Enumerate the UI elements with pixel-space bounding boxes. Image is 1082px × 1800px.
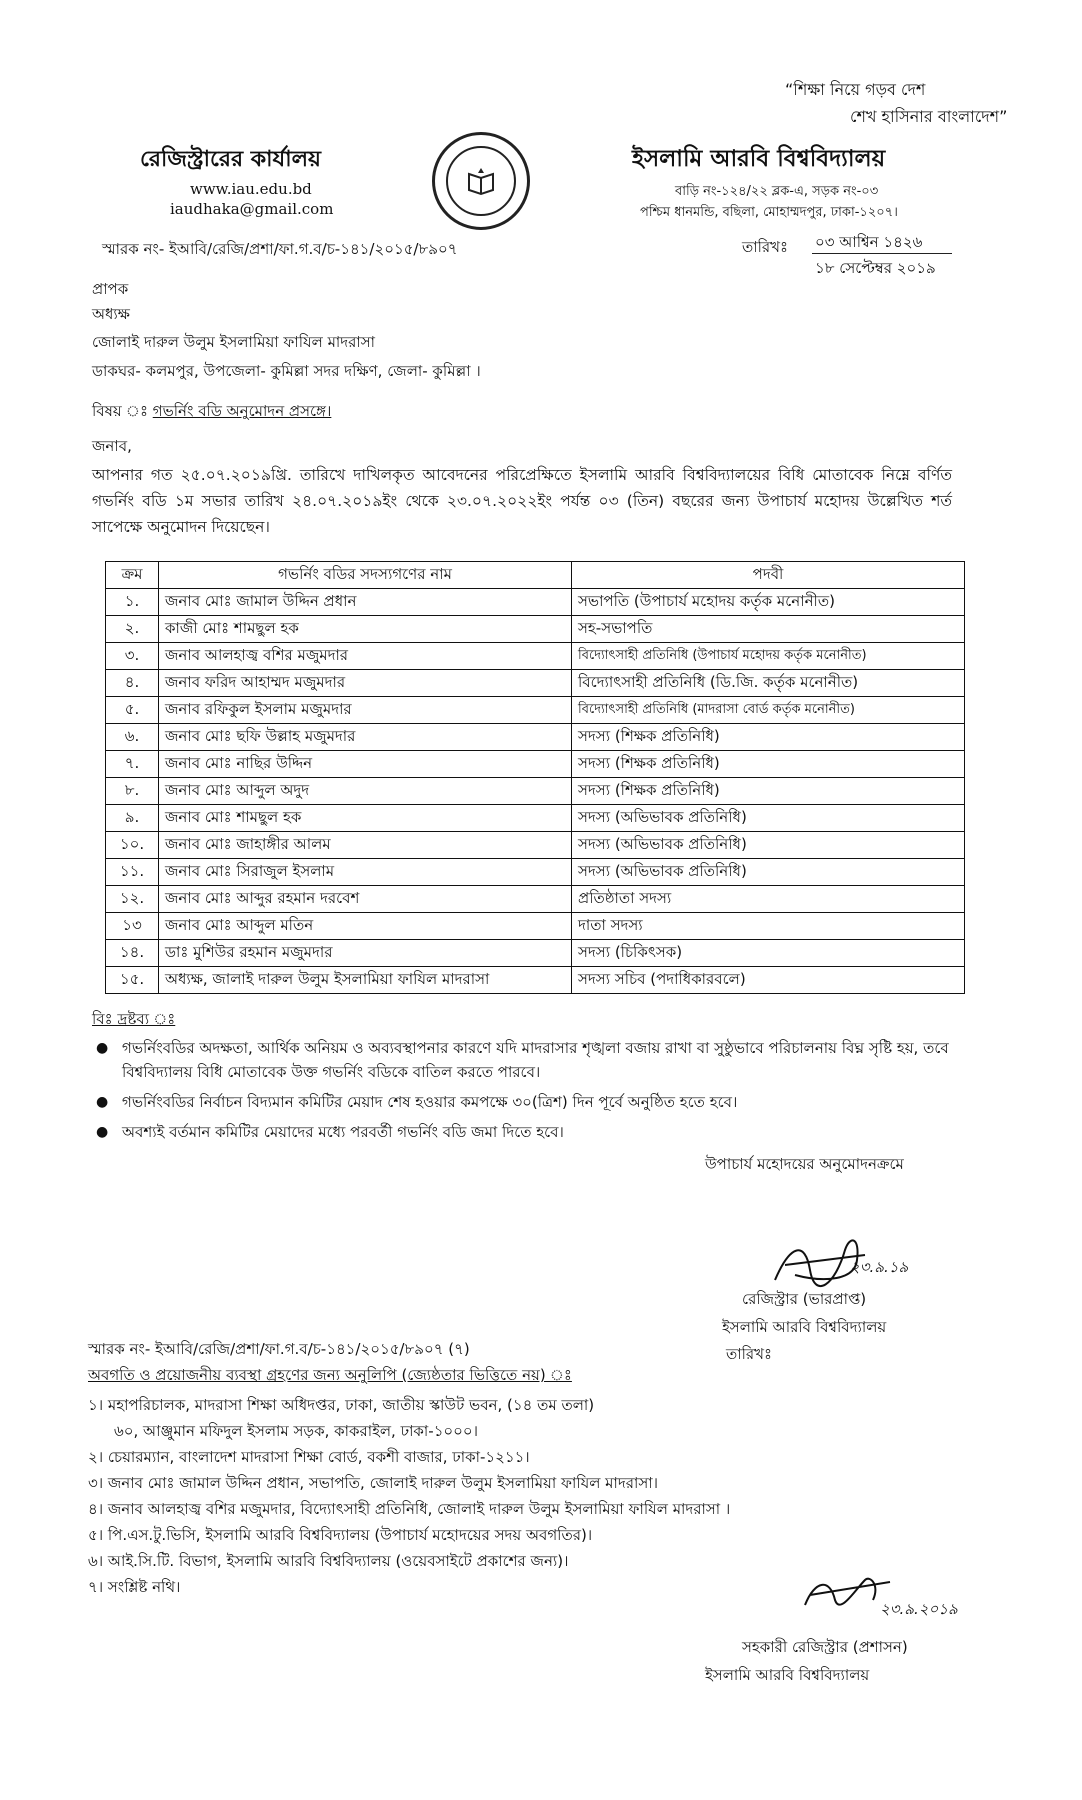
col-header-designation: পদবী [572,562,965,589]
university-seal-logo [432,132,530,230]
cell-serial: ৪. [106,670,159,697]
copy-heading: অবগতি ও প্রয়োজনীয় ব্যবস্থা গ্রহণের জন্য অনুলিপি (জ্যেষ্ঠতার ভিত্তিতে নয়) ঃ [88,1366,572,1384]
cell-designation: সদস্য (অভিভাবক প্রতিনিধি) [572,805,965,832]
cell-designation: দাতা সদস্য [572,913,965,940]
salutation: জনাব, [92,437,132,455]
cell-serial: ১. [106,589,159,616]
table-row [106,616,965,643]
cell-name: জনাব আলহাজ্ব বশির মজুমদার [159,643,572,670]
address-line-1: বাড়ি নং-১২৪/২২ ব্লক-এ, সড়ক নং-০৩ [675,184,879,199]
memo-ref: স্মারক নং- ইআবি/রেজি/প্রশা/ফা.গ.ব/চ-১৪১/২০১৫/৮৯০৭ [102,240,458,258]
cell-name: কাজী মোঃ শামছুল হক [159,616,572,643]
table-header-row [106,562,965,589]
date-divider [812,253,952,254]
copy-list [88,1392,730,1600]
table-row [106,886,965,913]
cell-serial: ১১. [106,859,159,886]
cell-name: জনাব মোঃ নাছির উদ্দিন [159,751,572,778]
date-bangla: ০৩ আশ্বিন ১৪২৬ [815,233,923,251]
governing-body-table [105,561,965,994]
cell-designation: প্রতিষ্ঠাতা সদস্য [572,886,965,913]
seal-inner-ring [446,146,516,216]
slogan-line-1: “শিক্ষা নিয়ে গড়ব দেশ [785,80,926,99]
cell-designation: বিদ্যোৎসাহী প্রতিনিধি (উপাচার্য মহোদয় কর্তৃক মনোনীত) [572,643,965,670]
recipient-address: ডাকঘর- কলমপুর, উপজেলা- কুমিল্লা সদর দক্ষিণ, জেলা- কুমিল্লা । [92,362,481,380]
cell-designation: সভাপতি (উপাচার্য মহোদয় কর্তৃক মনোনীত) [572,589,965,616]
cell-name: জনাব মোঃ আব্দুল অদুদ [159,778,572,805]
notes-list [92,1036,952,1150]
table-row [106,967,965,994]
cell-name: জনাব মোঃ আব্দুর রহমান দরবেশ [159,886,572,913]
table-row [106,778,965,805]
university-name: ইসলামি আরবি বিশ্ববিদ্যালয় [632,146,886,172]
cell-designation: সদস্য (চিকিৎসক) [572,940,965,967]
cell-designation: সদস্য (অভিভাবক প্রতিনিধি) [572,832,965,859]
table-row [106,805,965,832]
cell-designation: সদস্য (শিক্ষক প্রতিনিধি) [572,751,965,778]
date-english: ১৮ সেপ্টেম্বর ২০১৯ [815,259,936,277]
cell-name: অধ্যক্ষ, জালাই দারুল উলুম ইসলামিয়া ফাযিল মাদরাসা [159,967,572,994]
cell-serial: ১৫. [106,967,159,994]
cell-designation: সদস্য (শিক্ষক প্রতিনিধি) [572,778,965,805]
body-paragraph: আপনার গত ২৫.০৭.২০১৯খ্রি. তারিখে দাখিলকৃত আবেদনের পরিপ্রেক্ষিতে ইসলামি আরবি বিশ্ববিদ্যালয়ের বিধি মোতাবেক নিম্নে বর্ণিত গভর্নিং বডি ১ম সভার তারিখ ২৪.০৭.২০১৯ইং থেকে ২৩.০৭.২০২২ইং পর্যন্ত ০৩ (তিন) বছরের জন্য উপাচার্য মহোদয় উল্লেখিত শর্ত সাপেক্ষে অনুমোদন দিয়েছেন। [92,466,952,536]
address-line-2: পশ্চিম ধানমন্ডি, বছিলা, মোহাম্মদপুর, ঢাকা-১২০৭। [640,205,898,220]
note-item: ● অবশ্যই বর্তমান কমিটির মেয়াদের মধ্যে পরবর্তী গভর্নিং বডি জমা দিতে হবে। [92,1120,952,1144]
table-row [106,859,965,886]
cell-serial: ২. [106,616,159,643]
cell-serial: ১২. [106,886,159,913]
copy-item: ৩। জনাব মোঃ জামাল উদ্দিন প্রধান, সভাপতি, জোলাই দারুল উলুম ইসলামিয়া ফাযিল মাদরাসা। [88,1474,658,1492]
cell-serial: ৩. [106,643,159,670]
col-header-name: গভর্নিং বডির সদস্যগণের নাম [159,562,572,589]
cell-designation: সদস্য (অভিভাবক প্রতিনিধি) [572,859,965,886]
date-label: তারিখঃ [742,238,788,256]
table-row [106,940,965,967]
copy-item: ২। চেয়ারম্যান, বাংলাদেশ মাদরাসা শিক্ষা বোর্ড, বকশী বাজার, ঢাকা-১২১১। [88,1448,530,1466]
recipient-label: প্রাপক [92,280,129,298]
copy-item: ৬০, আঞ্জুমান মফিদুল ইসলাম সড়ক, কাকরাইল, ঢাকা-১০০০। [114,1422,479,1440]
copy-memo-ref: স্মারক নং- ইআবি/রেজি/প্রশা/ফা.গ.ব/চ-১৪১/২০১৫/৮৯০৭ (৭) [88,1340,470,1358]
cell-name: জনাব মোঃ জাহাঙ্গীর আলম [159,832,572,859]
cell-designation: সদস্য সচিব (পদাধিকারবলে) [572,967,965,994]
subject-text: গভর্নিং বডি অনুমোদন প্রসঙ্গে। [152,402,332,420]
table-row [106,913,965,940]
recipient-institution: জোলাই দারুল উলুম ইসলামিয়া ফাযিল মাদরাসা [92,333,376,351]
note-item: ● গভর্নিংবডির নির্বাচন বিদ্যমান কমিটির মেয়াদ শেষ হওয়ার কমপক্ষে ৩০(ত্রিশ) দিন পূর্বে অনুষ্ঠিত হতে হবে। [92,1090,952,1114]
cell-designation: সহ-সভাপতি [572,616,965,643]
email: iaudhaka@gmail.com [170,200,334,218]
copy-item: ৭। সংশ্লিষ্ট নথি। [88,1578,181,1596]
table-row [106,643,965,670]
table-row [106,589,965,616]
copy-item: ১। মহাপরিচালক, মাদরাসা শিক্ষা অধিদপ্তর, ঢাকা, জাতীয় স্কাউট ভবন, (১৪ তম তলা) [88,1396,595,1414]
table-row [106,697,965,724]
registrar-title: রেজিস্ট্রার (ভারপ্রাপ্ত) [742,1290,867,1308]
copy-item: ৫। পি.এস.টু.ভিসি, ইসলামি আরবি বিশ্ববিদ্যালয় (উপাচার্য মহোদয়ের সদয় অবগতির)। [88,1526,593,1544]
cell-serial: ১০. [106,832,159,859]
slogan-line-2: শেখ হাসিনার বাংলাদেশ” [850,107,1008,126]
assistant-registrar-university: ইসলামি আরবি বিশ্ববিদ্যালয় [705,1666,870,1684]
copy-item: ৬। আই.সি.টি. বিভাগ, ইসলামি আরবি বিশ্ববিদ্যালয় (ওয়েবসাইটে প্রকাশের জন্য)। [88,1552,569,1570]
cell-serial: ১৪. [106,940,159,967]
cell-name: জনাব মোঃ ছফি উল্লাহ মজুমদার [159,724,572,751]
cell-name: ডাঃ মুশিউর রহমান মজুমদার [159,940,572,967]
cell-name: জনাব মোঃ সিরাজুল ইসলাম [159,859,572,886]
assistant-registrar-handwritten-date: ২৩.৯.২০১৯ [880,1600,958,1618]
note-item: ● গভর্নিংবডির অদক্ষতা, আর্থিক অনিয়ম ও অব্যবস্থাপনার কারণে যদি মাদরাসার শৃঙ্খলা বজায় রাখা বা সুষ্ঠুভাবে পরিচালনায় বিঘ্ন সৃষ্টি হয়, তবে বিশ্ববিদ্যালয় বিধি মোতাবেক উক্ত গভর্নিং বডিকে বাতিল করতে পারবে। [92,1036,952,1084]
cell-serial: ৯. [106,805,159,832]
table-row [106,724,965,751]
office-name: রেজিস্ট্রারের কার্যালয় [140,147,321,172]
approval-note: উপাচার্য মহোদয়ের অনুমোদনক্রমে [705,1155,904,1173]
registrar-date-label: তারিখঃ [726,1345,772,1363]
cell-designation: বিদ্যোৎসাহী প্রতিনিধি (মাদরাসা বোর্ড কর্তৃক মনোনীত) [572,697,965,724]
subject-line [92,402,331,421]
assistant-registrar-signature [795,1560,945,1630]
cell-designation: বিদ্যোৎসাহী প্রতিনিধি (ডি.জি. কর্তৃক মনোনীত) [572,670,965,697]
assistant-registrar-title: সহকারী রেজিস্ট্রার (প্রশাসন) [742,1638,908,1656]
cell-serial: ৫. [106,697,159,724]
registrar-handwritten-date: ২৩.৯.১৯ [850,1258,909,1276]
cell-name: জনাব মোঃ জামাল উদ্দিন প্রধান [159,589,572,616]
book-emblem-icon [466,166,496,196]
cell-name: জনাব মোঃ আব্দুল মতিন [159,913,572,940]
notes-label: বিঃ দ্রষ্টব্য ঃ [92,1010,176,1028]
cell-serial: ৭. [106,751,159,778]
col-header-serial: ক্রম [106,562,159,589]
cell-name: জনাব রফিকুল ইসলাম মজুমদার [159,697,572,724]
cell-serial: ১৩ [106,913,159,940]
website: www.iau.edu.bd [190,180,312,198]
subject-label: বিষয় ঃ [92,402,148,420]
table-row [106,832,965,859]
table-row [106,751,965,778]
cell-designation: সদস্য (শিক্ষক প্রতিনিধি) [572,724,965,751]
recipient-title: অধ্যক্ষ [92,305,130,323]
cell-name: জনাব ফরিদ আহাম্মদ মজুমদার [159,670,572,697]
copy-item: ৪। জনাব আলহাজ্ব বশির মজুমদার, বিদ্যোৎসাহী প্রতিনিধি, জোলাই দারুল উলুম ইসলামিয়া ফাযিল মাদরাসা । [88,1500,731,1518]
cell-name: জনাব মোঃ শামছুল হক [159,805,572,832]
registrar-university: ইসলামি আরবি বিশ্ববিদ্যালয় [722,1318,887,1336]
cell-serial: ৮. [106,778,159,805]
cell-serial: ৬. [106,724,159,751]
table-row [106,670,965,697]
